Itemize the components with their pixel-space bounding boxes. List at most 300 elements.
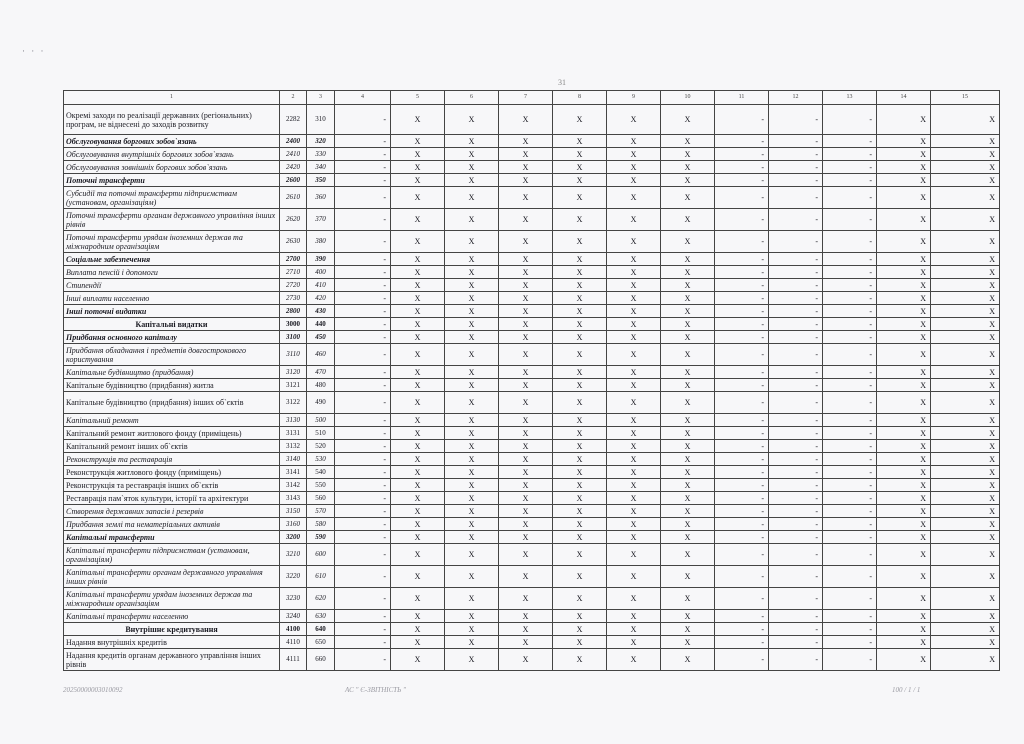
table-row — [64, 479, 1000, 492]
x-cell: X — [391, 518, 445, 531]
x-cell: X — [661, 161, 715, 174]
dash-cell: - — [715, 479, 769, 492]
dash-cell: - — [823, 623, 877, 636]
x-cell: X — [661, 588, 715, 610]
table-row — [64, 610, 1000, 623]
x-cell: X — [391, 318, 445, 331]
dash-cell: - — [769, 610, 823, 623]
dash-cell: - — [769, 649, 823, 671]
dash-cell: - — [769, 392, 823, 414]
dash-cell: - — [769, 187, 823, 209]
dash-cell: - — [335, 427, 391, 440]
table-row — [64, 366, 1000, 379]
x-cell: X — [553, 148, 607, 161]
row-line-code: 350 — [307, 174, 335, 187]
row-line-code: 330 — [307, 148, 335, 161]
x-cell: X — [661, 544, 715, 566]
table-row — [64, 187, 1000, 209]
dash-cell: - — [335, 588, 391, 610]
x-cell: X — [661, 292, 715, 305]
header-cell: 8 — [553, 91, 607, 105]
x-cell: X — [661, 344, 715, 366]
dash-cell: - — [769, 379, 823, 392]
dash-cell: - — [335, 105, 391, 135]
x-cell: X — [445, 544, 499, 566]
dash-cell: - — [715, 544, 769, 566]
dash-cell: - — [823, 292, 877, 305]
x-cell: X — [391, 453, 445, 466]
row-kekv-code: 2610 — [280, 187, 307, 209]
dash-cell: - — [769, 366, 823, 379]
x-cell: X — [391, 392, 445, 414]
dash-cell: - — [715, 161, 769, 174]
row-line-code: 440 — [307, 318, 335, 331]
x-cell: X — [877, 544, 931, 566]
x-cell: X — [607, 479, 661, 492]
table-row — [64, 135, 1000, 148]
dash-cell: - — [769, 135, 823, 148]
dash-cell: - — [335, 544, 391, 566]
row-label: Соціальне забезпечення — [64, 253, 280, 266]
row-kekv-code: 4100 — [280, 623, 307, 636]
dash-cell: - — [715, 492, 769, 505]
row-kekv-code: 3143 — [280, 492, 307, 505]
x-cell: X — [391, 366, 445, 379]
x-cell: X — [391, 505, 445, 518]
dash-cell: - — [715, 331, 769, 344]
x-cell: X — [877, 466, 931, 479]
x-cell: X — [931, 623, 1000, 636]
dash-cell: - — [335, 466, 391, 479]
x-cell: X — [391, 209, 445, 231]
header-cell: 12 — [769, 91, 823, 105]
x-cell: X — [445, 231, 499, 253]
x-cell: X — [607, 266, 661, 279]
x-cell: X — [553, 636, 607, 649]
x-cell: X — [931, 279, 1000, 292]
x-cell: X — [607, 392, 661, 414]
x-cell: X — [445, 588, 499, 610]
dash-cell: - — [335, 266, 391, 279]
row-label: Створення державних запасів і резервів — [64, 505, 280, 518]
x-cell: X — [445, 505, 499, 518]
row-line-code: 420 — [307, 292, 335, 305]
x-cell: X — [553, 392, 607, 414]
x-cell: X — [931, 379, 1000, 392]
x-cell: X — [553, 566, 607, 588]
x-cell: X — [553, 105, 607, 135]
x-cell: X — [931, 331, 1000, 344]
x-cell: X — [553, 505, 607, 518]
dash-cell: - — [715, 566, 769, 588]
x-cell: X — [931, 318, 1000, 331]
dash-cell: - — [715, 187, 769, 209]
x-cell: X — [931, 414, 1000, 427]
dash-cell: - — [769, 566, 823, 588]
dash-cell: - — [769, 588, 823, 610]
row-label: Інші виплати населенню — [64, 292, 280, 305]
row-label: Капітальні трансферти урядам іноземних держав та міжнародним організаціям — [64, 588, 280, 610]
x-cell: X — [661, 135, 715, 148]
table-row — [64, 531, 1000, 544]
x-cell: X — [553, 279, 607, 292]
x-cell: X — [553, 366, 607, 379]
row-kekv-code: 3140 — [280, 453, 307, 466]
dash-cell: - — [823, 566, 877, 588]
x-cell: X — [931, 453, 1000, 466]
row-line-code: 650 — [307, 636, 335, 649]
x-cell: X — [499, 318, 553, 331]
x-cell: X — [931, 505, 1000, 518]
dash-cell: - — [823, 209, 877, 231]
x-cell: X — [877, 427, 931, 440]
x-cell: X — [931, 610, 1000, 623]
x-cell: X — [391, 292, 445, 305]
x-cell: X — [445, 292, 499, 305]
x-cell: X — [391, 649, 445, 671]
row-line-code: 630 — [307, 610, 335, 623]
x-cell: X — [931, 479, 1000, 492]
dash-cell: - — [769, 209, 823, 231]
header-cell: 10 — [661, 91, 715, 105]
x-cell: X — [607, 292, 661, 305]
row-line-code: 400 — [307, 266, 335, 279]
row-line-code: 360 — [307, 187, 335, 209]
row-label: Реставрація пам`яток культури, історії та архітектури — [64, 492, 280, 505]
dash-cell: - — [823, 135, 877, 148]
x-cell: X — [607, 366, 661, 379]
x-cell: X — [445, 174, 499, 187]
x-cell: X — [607, 636, 661, 649]
row-line-code: 500 — [307, 414, 335, 427]
x-cell: X — [877, 414, 931, 427]
x-cell: X — [553, 379, 607, 392]
row-line-code: 560 — [307, 492, 335, 505]
x-cell: X — [553, 174, 607, 187]
x-cell: X — [931, 366, 1000, 379]
dash-cell: - — [823, 610, 877, 623]
x-cell: X — [607, 440, 661, 453]
x-cell: X — [877, 588, 931, 610]
x-cell: X — [607, 174, 661, 187]
x-cell: X — [553, 231, 607, 253]
table-row — [64, 379, 1000, 392]
x-cell: X — [445, 318, 499, 331]
x-cell: X — [931, 305, 1000, 318]
dash-cell: - — [769, 636, 823, 649]
dash-cell: - — [823, 427, 877, 440]
header-cell: 15 — [931, 91, 1000, 105]
dash-cell: - — [715, 427, 769, 440]
row-line-code: 640 — [307, 623, 335, 636]
row-kekv-code: 3150 — [280, 505, 307, 518]
row-kekv-code: 3100 — [280, 331, 307, 344]
x-cell: X — [877, 479, 931, 492]
x-cell: X — [445, 518, 499, 531]
x-cell: X — [553, 479, 607, 492]
x-cell: X — [391, 231, 445, 253]
dash-cell: - — [769, 505, 823, 518]
x-cell: X — [877, 492, 931, 505]
row-line-code: 430 — [307, 305, 335, 318]
scan-marks: · · · — [22, 46, 46, 56]
x-cell: X — [931, 253, 1000, 266]
x-cell: X — [931, 148, 1000, 161]
dash-cell: - — [715, 379, 769, 392]
x-cell: X — [391, 636, 445, 649]
dash-cell: - — [823, 588, 877, 610]
dash-cell: - — [769, 492, 823, 505]
x-cell: X — [877, 623, 931, 636]
x-cell: X — [391, 279, 445, 292]
dash-cell: - — [715, 531, 769, 544]
row-kekv-code: 2710 — [280, 266, 307, 279]
x-cell: X — [445, 161, 499, 174]
dash-cell: - — [823, 392, 877, 414]
dash-cell: - — [715, 266, 769, 279]
dash-cell: - — [715, 466, 769, 479]
x-cell: X — [445, 148, 499, 161]
x-cell: X — [553, 305, 607, 318]
row-kekv-code: 2720 — [280, 279, 307, 292]
x-cell: X — [499, 466, 553, 479]
x-cell: X — [553, 331, 607, 344]
x-cell: X — [553, 318, 607, 331]
x-cell: X — [877, 636, 931, 649]
row-kekv-code: 3210 — [280, 544, 307, 566]
row-line-code: 370 — [307, 209, 335, 231]
row-line-code: 310 — [307, 105, 335, 135]
dash-cell: - — [823, 366, 877, 379]
header-cell: 7 — [499, 91, 553, 105]
row-label: Обслуговування зовнішніх боргових зобов`язань — [64, 161, 280, 174]
table-row — [64, 453, 1000, 466]
dash-cell: - — [715, 344, 769, 366]
dash-cell: - — [335, 636, 391, 649]
dash-cell: - — [335, 531, 391, 544]
report-table — [63, 90, 1000, 671]
row-kekv-code: 3122 — [280, 392, 307, 414]
x-cell: X — [877, 366, 931, 379]
row-kekv-code: 2730 — [280, 292, 307, 305]
dash-cell: - — [335, 292, 391, 305]
dash-cell: - — [715, 440, 769, 453]
dash-cell: - — [335, 331, 391, 344]
x-cell: X — [499, 392, 553, 414]
table-row — [64, 649, 1000, 671]
row-kekv-code: 2700 — [280, 253, 307, 266]
x-cell: X — [931, 440, 1000, 453]
x-cell: X — [499, 279, 553, 292]
dash-cell: - — [823, 148, 877, 161]
row-kekv-code: 3160 — [280, 518, 307, 531]
dash-cell: - — [823, 187, 877, 209]
dash-cell: - — [335, 379, 391, 392]
table-row — [64, 392, 1000, 414]
dash-cell: - — [823, 379, 877, 392]
x-cell: X — [607, 505, 661, 518]
x-cell: X — [877, 253, 931, 266]
row-line-code: 470 — [307, 366, 335, 379]
x-cell: X — [931, 135, 1000, 148]
x-cell: X — [607, 331, 661, 344]
x-cell: X — [391, 479, 445, 492]
dash-cell: - — [823, 414, 877, 427]
dash-cell: - — [715, 135, 769, 148]
table-row — [64, 427, 1000, 440]
x-cell: X — [553, 518, 607, 531]
dash-cell: - — [769, 344, 823, 366]
table-row — [64, 279, 1000, 292]
row-line-code: 480 — [307, 379, 335, 392]
x-cell: X — [607, 135, 661, 148]
table-row — [64, 440, 1000, 453]
table-row — [64, 505, 1000, 518]
dash-cell: - — [823, 518, 877, 531]
x-cell: X — [553, 544, 607, 566]
x-cell: X — [391, 492, 445, 505]
x-cell: X — [607, 318, 661, 331]
x-cell: X — [877, 105, 931, 135]
x-cell: X — [877, 135, 931, 148]
x-cell: X — [391, 531, 445, 544]
x-cell: X — [499, 505, 553, 518]
row-label: Стипендії — [64, 279, 280, 292]
dash-cell: - — [769, 305, 823, 318]
x-cell: X — [661, 636, 715, 649]
row-kekv-code: 3130 — [280, 414, 307, 427]
table-row — [64, 174, 1000, 187]
x-cell: X — [553, 453, 607, 466]
row-line-code: 410 — [307, 279, 335, 292]
x-cell: X — [931, 544, 1000, 566]
dash-cell: - — [823, 161, 877, 174]
row-label: Реконструкція та реставрація — [64, 453, 280, 466]
dash-cell: - — [715, 253, 769, 266]
x-cell: X — [445, 266, 499, 279]
x-cell: X — [607, 453, 661, 466]
row-label: Поточні трансферти урядам іноземних держав та міжнародним організаціям — [64, 231, 280, 253]
x-cell: X — [445, 379, 499, 392]
x-cell: X — [877, 610, 931, 623]
row-kekv-code: 3142 — [280, 479, 307, 492]
x-cell: X — [445, 492, 499, 505]
x-cell: X — [499, 379, 553, 392]
dash-cell: - — [335, 505, 391, 518]
x-cell: X — [445, 531, 499, 544]
dash-cell: - — [769, 231, 823, 253]
row-kekv-code: 2630 — [280, 231, 307, 253]
dash-cell: - — [769, 105, 823, 135]
x-cell: X — [877, 292, 931, 305]
x-cell: X — [661, 492, 715, 505]
x-cell: X — [391, 161, 445, 174]
x-cell: X — [931, 518, 1000, 531]
x-cell: X — [661, 414, 715, 427]
x-cell: X — [499, 148, 553, 161]
dash-cell: - — [715, 453, 769, 466]
x-cell: X — [607, 187, 661, 209]
table-row — [64, 231, 1000, 253]
x-cell: X — [391, 414, 445, 427]
x-cell: X — [931, 566, 1000, 588]
dash-cell: - — [823, 231, 877, 253]
x-cell: X — [499, 623, 553, 636]
table-row — [64, 318, 1000, 331]
dash-cell: - — [823, 453, 877, 466]
x-cell: X — [553, 610, 607, 623]
x-cell: X — [391, 135, 445, 148]
row-kekv-code: 3110 — [280, 344, 307, 366]
dash-cell: - — [335, 187, 391, 209]
header-cell: 9 — [607, 91, 661, 105]
x-cell: X — [391, 253, 445, 266]
x-cell: X — [499, 135, 553, 148]
dash-cell: - — [335, 253, 391, 266]
dash-cell: - — [769, 161, 823, 174]
x-cell: X — [877, 392, 931, 414]
x-cell: X — [391, 148, 445, 161]
row-kekv-code: 3230 — [280, 588, 307, 610]
table-row — [64, 209, 1000, 231]
row-label: Надання кредитів органам державного управління інших рівнів — [64, 649, 280, 671]
x-cell: X — [607, 279, 661, 292]
row-kekv-code: 2620 — [280, 209, 307, 231]
x-cell: X — [499, 518, 553, 531]
row-label: Капітальні трансферти підприємствам (установам, організаціям) — [64, 544, 280, 566]
x-cell: X — [499, 161, 553, 174]
x-cell: X — [877, 318, 931, 331]
dash-cell: - — [823, 305, 877, 318]
row-kekv-code: 3132 — [280, 440, 307, 453]
dash-cell: - — [335, 610, 391, 623]
row-label: Придбання основного капіталу — [64, 331, 280, 344]
x-cell: X — [553, 266, 607, 279]
x-cell: X — [499, 649, 553, 671]
row-line-code: 530 — [307, 453, 335, 466]
row-kekv-code: 2282 — [280, 105, 307, 135]
x-cell: X — [877, 453, 931, 466]
row-label: Капітальне будівництво (придбання) — [64, 366, 280, 379]
x-cell: X — [553, 492, 607, 505]
dash-cell: - — [715, 623, 769, 636]
x-cell: X — [661, 453, 715, 466]
x-cell: X — [931, 187, 1000, 209]
x-cell: X — [877, 649, 931, 671]
row-kekv-code: 2420 — [280, 161, 307, 174]
table-row — [64, 623, 1000, 636]
row-line-code: 580 — [307, 518, 335, 531]
x-cell: X — [877, 566, 931, 588]
x-cell: X — [877, 440, 931, 453]
x-cell: X — [499, 331, 553, 344]
x-cell: X — [931, 231, 1000, 253]
dash-cell: - — [715, 148, 769, 161]
dash-cell: - — [715, 518, 769, 531]
x-cell: X — [931, 392, 1000, 414]
x-cell: X — [445, 187, 499, 209]
x-cell: X — [661, 531, 715, 544]
x-cell: X — [661, 479, 715, 492]
dash-cell: - — [335, 479, 391, 492]
dash-cell: - — [335, 318, 391, 331]
dash-cell: - — [769, 174, 823, 187]
dash-cell: - — [715, 318, 769, 331]
x-cell: X — [661, 305, 715, 318]
row-label: Капітальне будівництво (придбання) інших об`єктів — [64, 392, 280, 414]
x-cell: X — [877, 331, 931, 344]
x-cell: X — [931, 344, 1000, 366]
